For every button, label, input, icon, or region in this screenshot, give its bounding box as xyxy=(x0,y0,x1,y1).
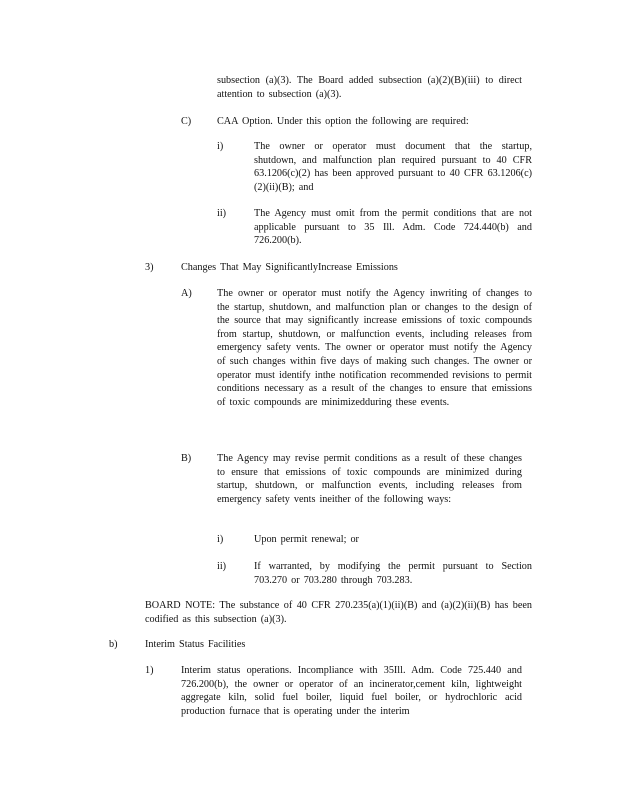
item-3a-label: A) xyxy=(181,288,192,299)
item-c-text: CAA Option. Under this option the following are required: xyxy=(217,116,469,127)
item-3b-text: The Agency may revise permit conditions as a result of these changes to ensure that emissions of toxic compounds are minimized during startup, shutdown, or malfunction events, including releases from emergency safety vents ineither of the following ways: xyxy=(217,453,522,505)
item-3b-ii-label: ii) xyxy=(217,561,227,572)
board-note: BOARD NOTE: The substance of 40 CFR 270.235(a)(1)(ii)(B) and (a)(2)(ii)(B) has been codified as this subsection (a)(3). xyxy=(145,600,532,625)
item-b-heading: Interim Status Facilities xyxy=(145,639,246,650)
item-c-ii-label: ii) xyxy=(217,208,227,219)
item-b-label: b) xyxy=(109,639,118,650)
item-3-label: 3) xyxy=(145,262,154,273)
item-3b-label: B) xyxy=(181,453,192,464)
item-c-i-label: i) xyxy=(217,141,224,152)
item-c-label: C) xyxy=(181,116,192,127)
item-3-heading: Changes That May SignificantlyIncrease Emissions xyxy=(181,262,398,273)
item-3a-text: The owner or operator must notify the Agency inwriting of changes to the startup, shutdown, and malfunction plan or changes to the design of the source that may significantly increase emissions of toxic compounds from startup, shutdown, or malfunction events, including releases from emergency safety vents. The owner or operator must notify the Agency of such changes within five days of making such changes. The owner or operator must identify inthe notification recommended revisions to permit conditions necessary as a result of the changes to ensure that emissions of toxic compounds are minimizedduring these events. xyxy=(217,288,532,408)
item-c-i-text: The owner or operator must document that the startup, shutdown, and malfunction plan required pursuant to 40 CFR 63.1206(c)(2) has been approved pursuant to 40 CFR 63.1206(c)(2)(ii)(B); and xyxy=(254,141,532,193)
item-b1-label: 1) xyxy=(145,665,154,676)
item-3b-i-label: i) xyxy=(217,534,224,545)
item-3b-ii-text: If warranted, by modifying the permit pursuant to Section 703.270 or 703.280 through 703.283. xyxy=(254,561,532,586)
intro-text: subsection (a)(3). The Board added subsection (a)(2)(B)(iii) to direct attention to subsection (a)(3). xyxy=(217,75,522,100)
item-c-ii-text: The Agency must omit from the permit conditions that are not applicable pursuant to 35 Ill. Adm. Code 724.440(b) and 726.200(b). xyxy=(254,208,532,247)
item-3b-i-text: Upon permit renewal; or xyxy=(254,534,359,545)
item-b1-text: Interim status operations. Incompliance with 35Ill. Adm. Code 725.440 and 726.200(b), the owner or operator of an incinerator,cement kiln, lightweight aggregate kiln, solid fuel boiler, liquid fuel boiler, or hydrochloric acid production furnace that is operating under the interim xyxy=(181,665,522,717)
